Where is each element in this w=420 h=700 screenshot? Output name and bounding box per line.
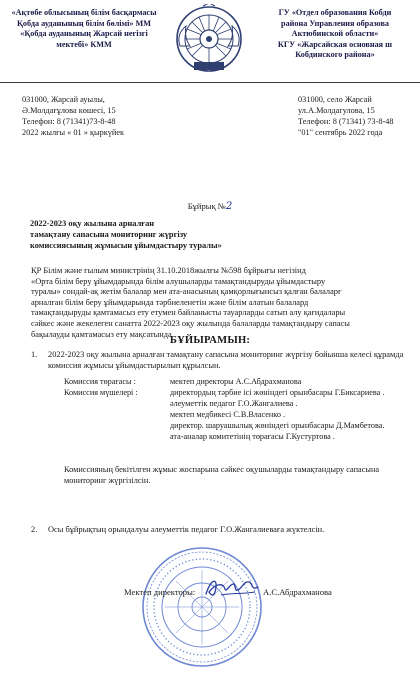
address-line: 2022 жылғы « 01 » қыркүйек <box>22 128 125 137</box>
member-item: мектеп медбикесі С.В.Власенко . <box>170 410 286 419</box>
handwritten-signature-icon <box>203 575 263 599</box>
preamble-line: ҚР Білім және ғылым министрінің 31.10.2018жылғы №598 бұйрығы негізінд <box>31 266 306 275</box>
item-number: 1. <box>31 350 38 359</box>
address-line: ул.А.Молдагулова, 15 <box>298 106 375 115</box>
header-right-line: района Управления образова <box>281 18 389 28</box>
header-left-line: Қобда ауданының білім бөлімі» ММ <box>16 18 152 28</box>
address-line: Ә.Молдағұлова көшесі, 15 <box>22 106 116 115</box>
preamble-line: сәйкес және жекелеген санатта 2022-2023 оқу жылында балаларды тамақтандыру сапасы <box>31 318 350 328</box>
chair-label: Комиссия төрағасы : <box>64 377 136 386</box>
kazakhstan-state-emblem-icon <box>174 4 244 74</box>
address-line: 031000, село Жарсай <box>298 95 372 104</box>
address-line: Телефон: 8 (71341)73-8-48 <box>22 117 116 126</box>
header-left-line: «Қобда ауданының Жарсай негізгі <box>20 29 148 38</box>
signature-name: А.С.Абдрахманова <box>263 587 332 597</box>
preamble-line: арналған білім беру ұйымдарында тәрбиеленетін және білім алатын балалард <box>31 297 309 307</box>
header-right-line: КГУ «Жарсайская основная ш <box>277 39 393 49</box>
member-item: директор. шаруашылық жөніндегі орынбасары Д.Мамбетова. <box>170 421 385 430</box>
header-right-line: ГУ «Отдел образования Кобди <box>278 8 392 17</box>
address-line: "01" сентябрь 2022 года <box>298 128 383 137</box>
preamble-line: туралы» сондай-ақ жетім балалар мен ата-анасының қамқорлығынсыз қалған балаларғ <box>31 287 342 297</box>
address-line: Телефон: 8 (71341) 73-8-48 <box>298 117 394 126</box>
header-left-line: «Ақтөбе облысының білім басқармасы <box>11 8 157 17</box>
title-line: комиссиясының жұмысын ұйымдастыру туралы» <box>30 241 222 250</box>
document-title <box>30 218 390 251</box>
item-text: 2022-2023 оқу жылына арналған тамақтану сапасына мониторинг жүргізу бойынша келесі құрамда комиссия жұмысы ұйымдастырылып құрылсын. <box>48 350 404 370</box>
header-divider <box>0 82 420 83</box>
address-right <box>298 94 394 138</box>
official-round-stamp-icon <box>140 545 264 669</box>
plan-note: Комиссияның бекітілген жұмыс жоспарына сәйкес оқушыларды тамақтандыру сапасына мониторинг жүргізілсін. <box>64 465 380 485</box>
member-item: ата-аналар комитетінің төрағасы Г.Кустуртова . <box>170 432 335 441</box>
signature-role: Мектеп директоры: <box>124 587 196 597</box>
preamble-paragraph <box>31 266 420 340</box>
address-left <box>22 94 124 138</box>
order-number-value: 2 <box>225 201 233 212</box>
item-text: Осы бұйрықтың орындалуы әлеуметтік педагог Г.О.Жангалиеваға жүктелсін. <box>48 525 325 534</box>
header-right-line: Актюбинской области» <box>291 29 379 38</box>
preamble-line: бақылауды қамтамасыз ету мақсатында <box>31 329 172 339</box>
decree-heading: БҰЙЫРАМЫН: <box>169 335 251 346</box>
order-label: Бұйрық № <box>187 201 226 211</box>
header-right-line: Кобдинского района» <box>295 50 375 59</box>
preamble-line: «Орта білім беру ұйымдарында білім алушыларды тамақтандыруды ұйымдастыру <box>31 276 326 286</box>
chair-name: мектеп директоры А.С.Абдрахманова <box>170 377 302 386</box>
address-line: 031000, Жарсай ауылы, <box>22 95 105 104</box>
member-item: әлеуметтік педагог Г.О.Жангалиева . <box>170 399 298 408</box>
header-left-org <box>0 8 168 50</box>
header-left-line: мектебі» КММ <box>56 39 112 49</box>
members-label: Комиссия мүшелері : <box>64 388 138 397</box>
member-item: директордың тәрбие ісі жөніндегі орынбасары Г.Биксариева . <box>170 388 385 397</box>
header-right-org <box>250 8 420 61</box>
order-number <box>0 201 420 212</box>
preamble-line: тамақтандыруды қамтамасыз ету етумен байланысты тауарларды сатып алу қағидалары <box>31 308 346 318</box>
item-number: 2. <box>31 525 38 534</box>
title-line: тамақтану сапасына мониторинг жүргізу <box>30 230 188 239</box>
title-line: 2022-2023 оқу жылына арналған <box>30 219 155 228</box>
